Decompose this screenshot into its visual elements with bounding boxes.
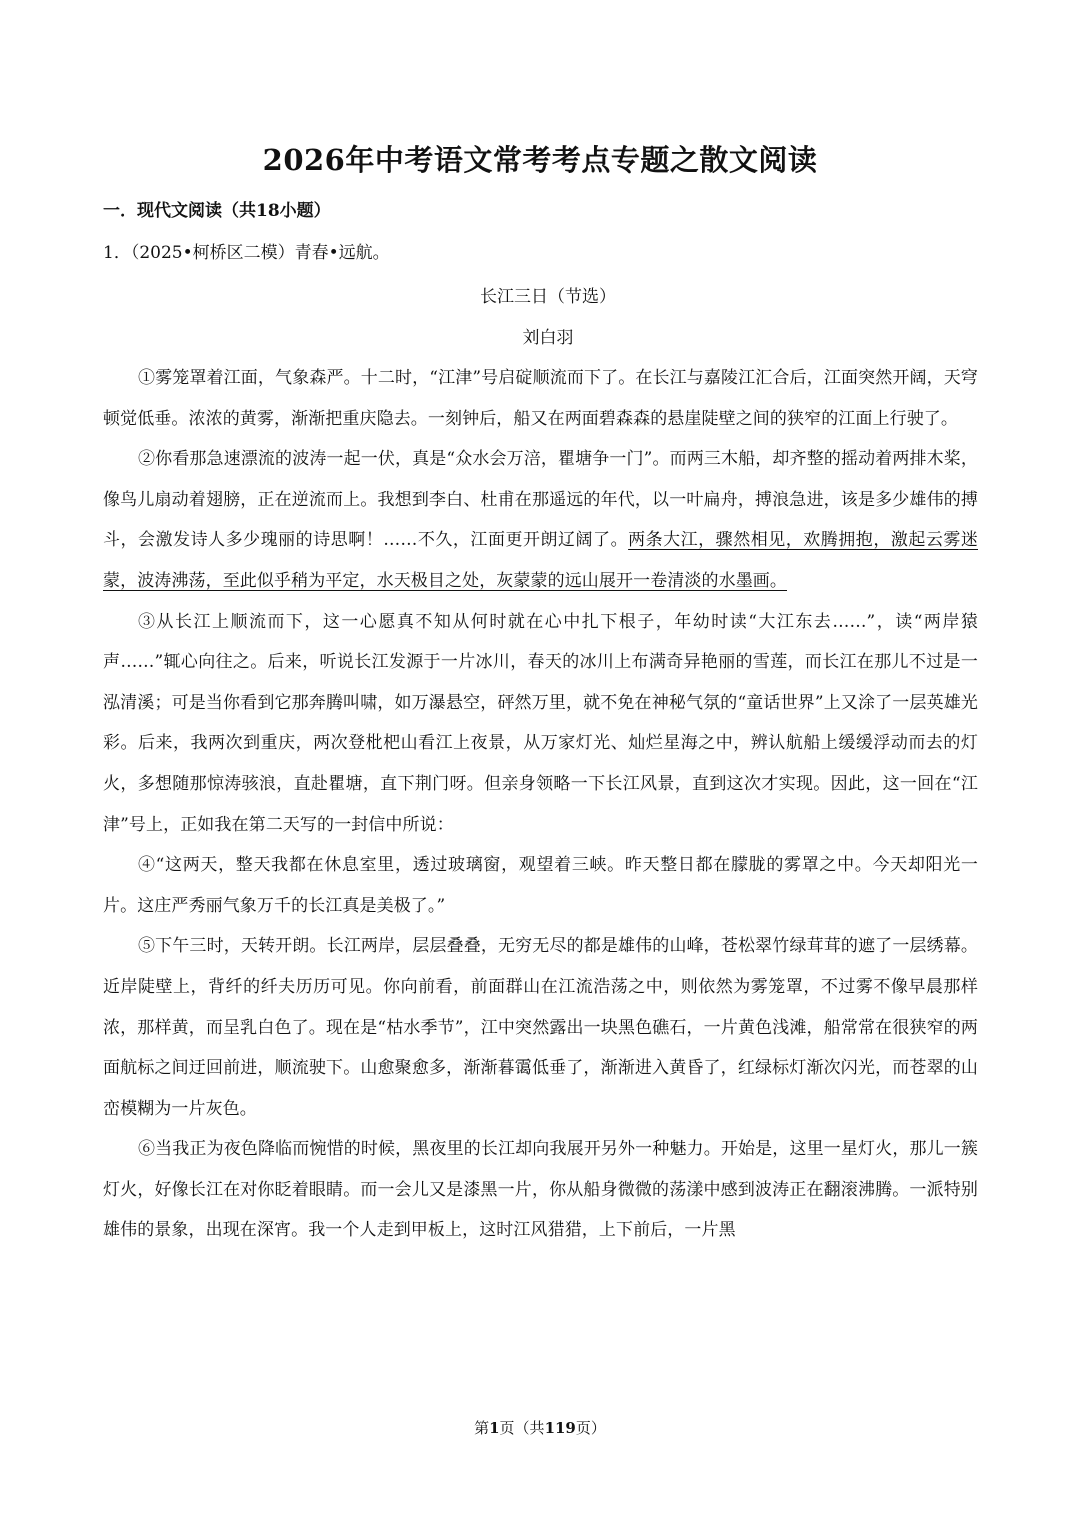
footer-prefix: 第 (474, 1419, 490, 1437)
footer-page-number: 1 (489, 1419, 500, 1437)
question-line (103, 238, 390, 263)
paragraph-2-text: ②你看那急速漂流的波涛一起一伏，真是“众水会万涪，瞿塘争一门”。而两三木船，却齐整的摇动着两排木桨，像鸟儿扇动着翅膀，正在逆流而上。我想到李白、杜甫在那遥远的年代，以一叶扁舟，搏浪急进，该是多少雄伟的搏斗，会激发诗人多少瑰丽的诗思啊！……不久，江面更开朗辽阔了。 (103, 449, 978, 551)
footer-suffix: 页） (575, 1419, 606, 1437)
paragraph-3: ③从长江上顺流而下，这一心愿真不知从何时就在心中扎下根子，年幼时读“大江东去……”，读“两岸猿声……”辄心向往之。后来，听说长江发源于一片冰川，春天的冰川上布满奇异艳丽的雪莲，而长江在那儿不过是一泓清溪；可是当你看到它那奔腾叫啸，如万瀑悬空，砰然万里，就不免在神秘气氛的“童话世界”上又涂了一层英雄光彩。后来，我两次到重庆，两次登枇杷山看江上夜景，从万家灯光、灿烂星海之中，辨认航船上缓缓浮动而去的灯火，多想随那惊涛骇浪，直赴瞿塘，直下荆门呀。但亲身领略一下长江风景，直到这次才实现。因此，这一回在“江津”号上，正如我在第二天写的一封信中所说： (103, 611, 978, 835)
paragraph-5: ⑤下午三时，天转开朗。长江两岸，层层叠叠，无穷无尽的都是雄伟的山峰，苍松翠竹绿茸茸的遮了一层绣幕。近岸陡壁上，背纤的纤夫历历可见。你向前看，前面群山在江流浩荡之中，则依然为雾笼罩，不过雾不像早晨那样浓，那样黄，而呈乳白色了。现在是“枯水季节”，江中突然露出一块黑色礁石，一片黄色浅滩，船常常在很狭窄的两面航标之间迂回前进，顺流驶下。山愈聚愈多，渐渐暮霭低垂了，渐渐进入黄昏了，红绿标灯渐次闪光，而苍翠的山峦模糊为一片灰色。 (103, 936, 978, 1119)
question-number: 1． (103, 243, 131, 263)
footer-total-pages: 119 (544, 1419, 576, 1437)
section-heading: 一．现代文阅读（共18小题） (103, 201, 331, 221)
paragraph-4: ④“这两天，整天我都在休息室里，透过玻璃窗，观望着三峡。昨天整日都在朦胧的雾罩之中。今天却阳光一片。这庄严秀丽气象万千的长江真是美极了。” (103, 855, 978, 916)
footer-middle: 页（共 (499, 1419, 545, 1437)
essay-title: 长江三日（节选） (480, 287, 616, 307)
document-title: 2026年中考语文常考考点专题之散文阅读 (262, 143, 818, 177)
essay-author: 刘白羽 (522, 328, 574, 348)
underlined-sentence: 两条大江，骤然相见，欢腾拥抱，激起云雾迷蒙，波涛沸荡，至此似乎稍为平定，水天极目之处，灰蒙蒙的远山展开一卷清淡的水墨画。 (103, 530, 979, 591)
page-footer (0, 1417, 1080, 1438)
paragraph-2 (103, 439, 978, 601)
question-source: （2025•柯桥区二模） (130, 243, 295, 263)
paragraph-1: ①雾笼罩着江面，气象森严。十二时，“江津”号启碇顺流而下了。在长江与嘉陵江汇合后，江面突然开阔，天穹顿觉低垂。浓浓的黄雾，渐渐把重庆隐去。一刻钟后，船又在两面碧森森的悬崖陡壁之间的狭窄的江面上行驶了。 (103, 368, 978, 429)
question-topic: 青春•远航。 (294, 243, 390, 263)
paragraph-6: ⑥当我正为夜色降临而惋惜的时候，黑夜里的长江却向我展开另外一种魅力。开始是，这里一星灯火，那儿一簇灯火，好像长江在对你眨着眼睛。而一会儿又是漆黑一片，你从船身微微的荡漾中感到波涛正在翻滚沸腾。一派特别雄伟的景象，出现在深宵。我一个人走到甲板上，这时江风猎猎，上下前后，一片黑 (103, 1139, 978, 1241)
essay-body (103, 358, 978, 1251)
